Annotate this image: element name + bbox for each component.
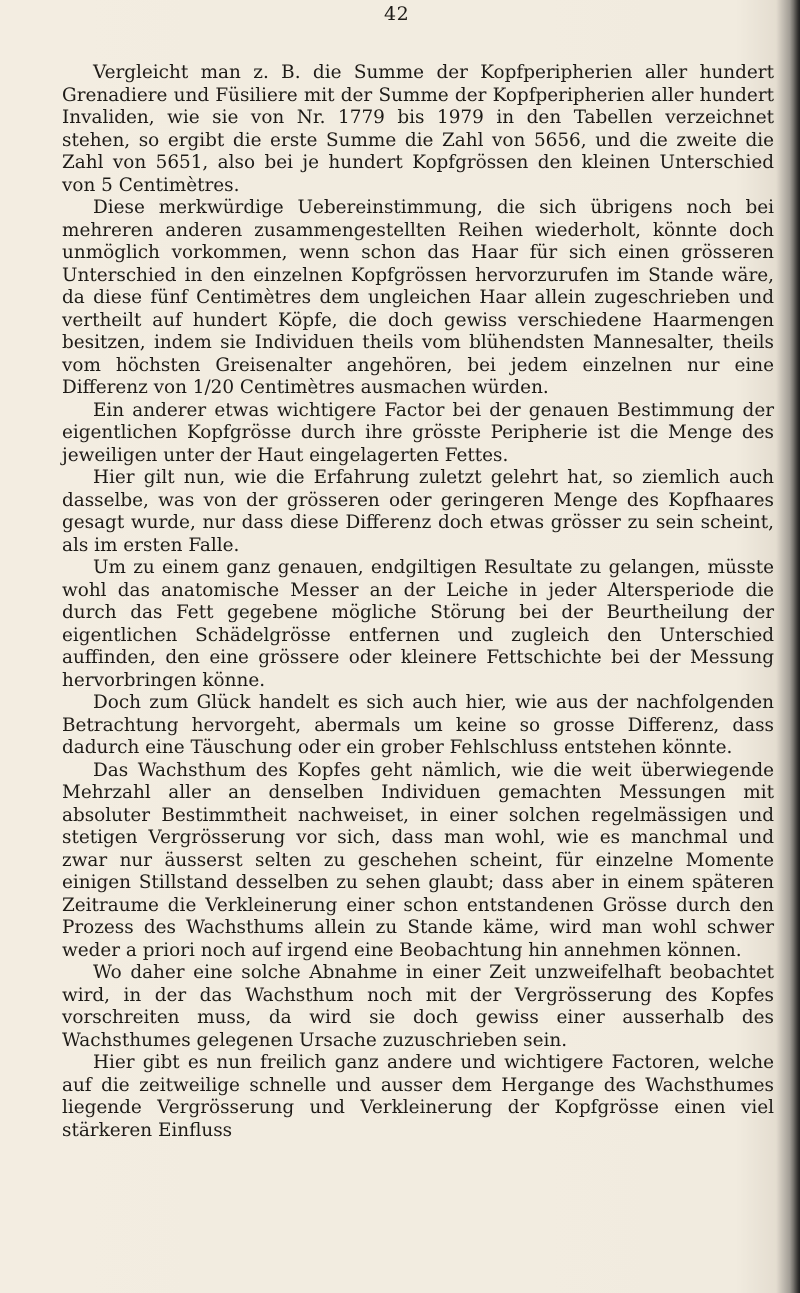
page-edge-shadow <box>790 0 800 1293</box>
paragraph-1: Vergleicht man z. B. die Summe der Kopfperipherien aller hundert Grenadiere und Füsiliere mit der Summe der Kopfperipherien aller hundert Invaliden, wie sie von Nr. 1779 bis 1979 in den Tabellen verzeichnet stehen, so ergibt die erste Summe die Zahl von 5656, und die zweite die Zahl von 5651, also bei je hundert Kopfgrössen den kleinen Unterschied von 5 Centimètres. <box>62 62 774 196</box>
paragraph-3: Ein anderer etwas wichtigere Factor bei der genauen Bestimmung der eigentlichen Kopfgrösse durch ihre grösste Peripherie ist die Menge des jeweiligen unter der Haut eingelagerten Fettes. <box>62 399 774 466</box>
paragraph-9: Hier gibt es nun freilich ganz andere und wichtigere Factoren, welche auf die zeitweilige schnelle und ausser dem Hergange des Wachsthumes liegende Vergrösserung und Verkleinerung der Kopfgrösse einen viel stärkeren Einfluss <box>62 1052 774 1141</box>
body-text <box>62 62 774 1142</box>
page-number: 42 <box>384 3 410 25</box>
paragraph-8: Wo daher eine solche Abnahme in einer Zeit unzweifelhaft beobachtet wird, in der das Wachsthum noch mit der Vergrösserung des Kopfes vorschreiten muss, da wird sie doch gewiss einer ausserhalb des Wachsthumes gelegenen Ursache zuzuschrieben sein. <box>62 962 774 1051</box>
paragraph-5: Um zu einem ganz genauen, endgiltigen Resultate zu gelangen, müsste wohl das anatomische Messer an der Leiche in jeder Altersperiode die durch das Fett gegebene mögliche Störung bei der Beurtheilung der eigentlichen Schädelgrösse entfernen und zugleich den Unterschied auffinden, den eine grössere oder kleinere Fettschichte bei der Messung hervorbringen könne. <box>62 557 774 691</box>
paragraph-2: Diese merkwürdige Uebereinstimmung, die sich übrigens noch bei mehreren anderen zusammengestellten Reihen wiederholt, könnte doch unmöglich vorkommen, wenn schon das Haar für sich einen grösseren Unterschied in den einzelnen Kopfgrössen hervorzurufen im Stande wäre, da diese fünf Centimètres dem ungleichen Haar allein zugeschrieben und vertheilt auf hundert Köpfe, die doch gewiss verschiedene Haarmengen besitzen, indem sie Individuen theils vom blühendsten Mannesalter, theils vom höchsten Greisenalter angehören, bei jedem einzelnen nur eine Differenz von 1/20 Centimètres ausmachen würden. <box>62 197 774 398</box>
paragraph-4: Hier gilt nun, wie die Erfahrung zuletzt gelehrt hat, so ziemlich auch dasselbe, was von der grösseren oder geringeren Menge des Kopfhaares gesagt wurde, nur dass diese Differenz doch etwas grösser zu sein scheint, als im ersten Falle. <box>62 467 774 556</box>
paragraph-6: Doch zum Glück handelt es sich auch hier, wie aus der nachfolgenden Betrachtung hervorgeht, abermals um keine so grosse Differenz, dass dadurch eine Täuschung oder ein grober Fehlschluss entstehen könnte. <box>62 692 774 758</box>
paragraph-7: Das Wachsthum des Kopfes geht nämlich, wie die weit überwiegende Mehrzahl aller an denselben Individuen gemachten Messungen mit absoluter Bestimmtheit nachweiset, in einer solchen regelmässigen und stetigen Vergrösserung vor sich, dass man wohl, wie es manchmal und zwar nur äusserst selten zu geschehen scheint, für einzelne Momente einigen Stillstand desselben zu sehen glaubt; dass aber in einem späteren Zeitraume die Verkleinerung einer schon entstandenen Grösse durch den Prozess des Wachsthums allein zu Stande käme, wird man wohl schwer weder a priori noch auf irgend eine Beobachtung hin annehmen können. <box>62 759 774 961</box>
